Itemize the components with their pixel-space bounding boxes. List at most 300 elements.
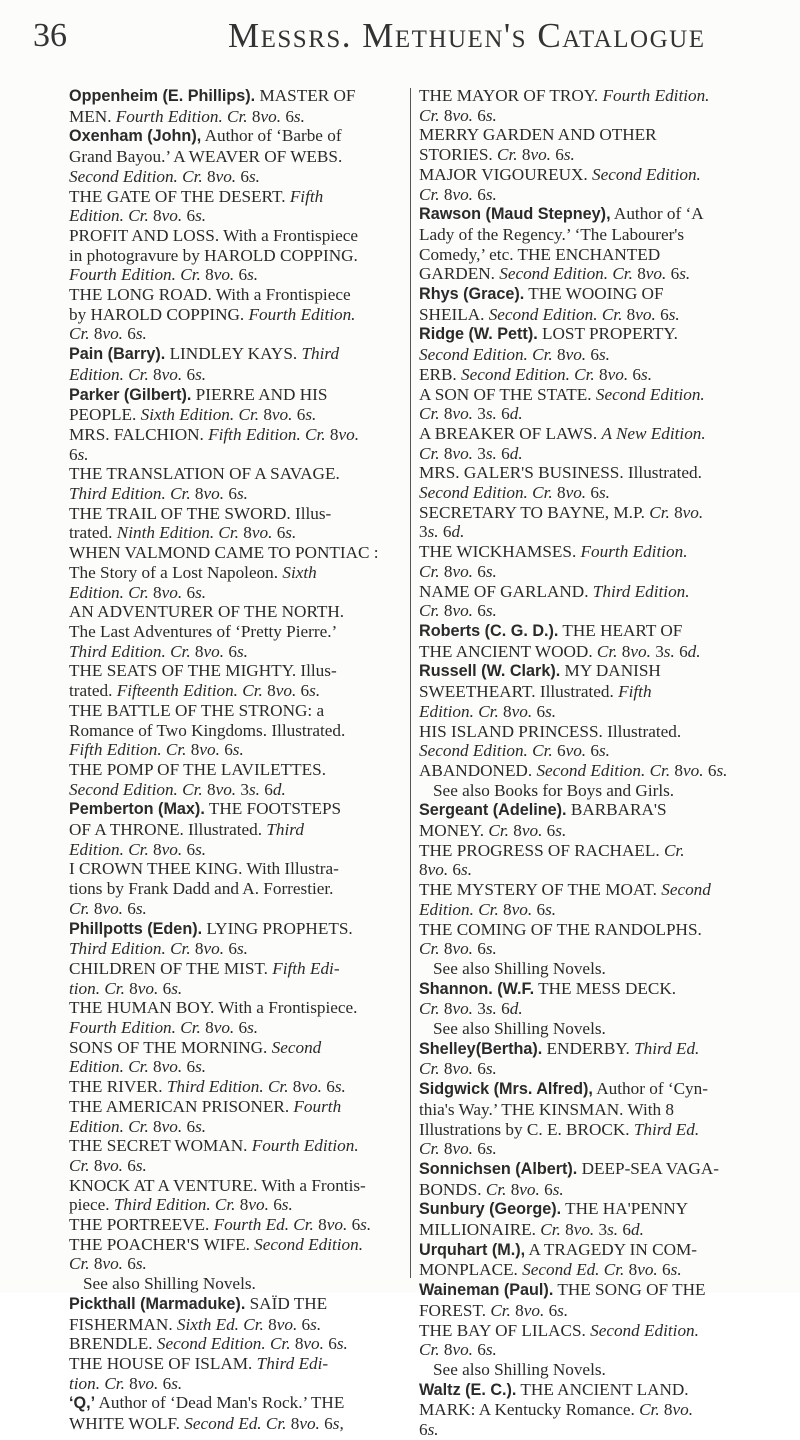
edition-text: d.	[509, 443, 523, 463]
author-name: Pain (Barry).	[69, 345, 166, 364]
edition-text: Second Edition. Cr.	[156, 1334, 291, 1354]
author-name: Parker (Gilbert).	[69, 385, 192, 404]
see-also-text: See also Shilling Novels.	[433, 1360, 606, 1379]
entry-line	[69, 167, 399, 187]
title-text: 8	[439, 105, 453, 125]
edition-text: s.	[281, 1195, 293, 1215]
title-text: 8	[506, 1179, 520, 1199]
edition-text: s.	[247, 265, 259, 285]
entry-line	[419, 900, 763, 920]
edition-text: s.	[135, 324, 147, 344]
title-text: 8	[200, 265, 214, 285]
edition-text: Third Edi-	[256, 1354, 329, 1373]
title-text: 8	[510, 1300, 524, 1320]
entry-line	[419, 999, 763, 1019]
catalogue-entry	[69, 285, 399, 344]
edition-text: vo.	[215, 779, 237, 799]
catalogue-entry	[69, 959, 399, 998]
title-text: 6	[448, 860, 462, 880]
title-text: 6	[532, 899, 546, 919]
edition-text: s.	[135, 898, 147, 918]
edition-text: Third Ed.	[633, 1119, 700, 1139]
title-text: 6	[69, 444, 78, 464]
entry-line	[419, 1260, 763, 1280]
catalogue-entry	[69, 1136, 399, 1175]
catalogue-entry	[419, 125, 763, 164]
edition-text: s.	[485, 999, 497, 1019]
edition-text: s.	[135, 1254, 147, 1274]
edition-text: Fourth Edition. Cr.	[115, 106, 248, 126]
catalogue-entry	[69, 1235, 399, 1294]
title-text: THE TRANSLATION OF A SAVAGE.	[69, 464, 340, 484]
edition-text: vo.	[607, 364, 629, 384]
edition-text: s.	[427, 522, 439, 542]
entry-line	[69, 820, 399, 840]
title-text: THE AMERICAN PRISONER.	[69, 1096, 294, 1116]
entry-line	[419, 245, 763, 265]
edition-text: vo.	[519, 1179, 540, 1199]
title-text: 6	[472, 561, 486, 581]
title-text: MRS. FALCHION.	[69, 424, 209, 444]
title-text: 6	[674, 641, 688, 661]
catalogue-entry	[69, 760, 399, 799]
title-text: THE POACHER'S WIFE.	[69, 1234, 255, 1254]
entry-line	[69, 365, 399, 385]
title-text: 6	[586, 345, 599, 365]
title-text: 8	[288, 1077, 302, 1097]
edition-text: s.	[195, 582, 207, 602]
edition-text: Second Edition. Cr.	[419, 345, 553, 365]
edition-text: vo.	[511, 701, 533, 721]
entry-line	[69, 226, 399, 246]
entry-line	[419, 1199, 763, 1220]
title-text: 6	[158, 1373, 172, 1393]
edition-text: s.	[563, 145, 575, 165]
title-text: 6	[323, 1334, 337, 1354]
edition-text: Cr.	[419, 999, 440, 1019]
entry-line	[419, 1180, 763, 1200]
title-text: 6	[472, 1139, 486, 1159]
title-text: 8	[669, 502, 683, 522]
entry-line	[69, 425, 399, 445]
edition-text: Cr.	[69, 898, 90, 918]
entry-line	[419, 106, 763, 126]
edition-text: s.	[485, 561, 497, 581]
title-text: in photogravure by HAROLD COPPING.	[69, 245, 358, 265]
edition-text: s.	[309, 681, 321, 701]
title-text: 6	[224, 939, 237, 959]
edition-text: Fourth Ed. Cr.	[213, 1215, 314, 1235]
catalogue-entry	[419, 661, 763, 721]
author-name: Pickthall (Marmaduke).	[69, 1294, 246, 1313]
author-name: Sergeant (Adeline).	[419, 801, 567, 820]
title-text: 8	[124, 978, 138, 998]
title-text: 3	[419, 522, 428, 542]
edition-text: Fifth Edi-	[272, 958, 340, 978]
title-text: 8	[186, 740, 200, 760]
edition-text: vo.	[452, 999, 473, 1019]
title-text: 8	[124, 1373, 138, 1393]
edition-text: vo.	[271, 405, 293, 425]
right-column	[419, 86, 763, 1440]
entry-line	[419, 444, 763, 464]
catalogue-entry	[419, 1280, 763, 1320]
edition-text: d.	[687, 641, 701, 661]
entry-line	[419, 385, 763, 405]
title-text: 6	[182, 839, 196, 859]
title-text: A SON OF THE STATE.	[419, 384, 596, 404]
entry-line	[69, 859, 399, 879]
catalogue-entry	[419, 324, 763, 364]
title-text: MONPLACE.	[419, 1260, 523, 1280]
edition-text: Third Edition. Cr.	[69, 484, 191, 504]
entry-line	[419, 761, 763, 781]
entry-line	[419, 1220, 763, 1240]
see-also-text: See also Shilling Novels.	[433, 958, 606, 978]
edition-text: d.	[509, 999, 523, 1019]
edition-text: Cr.	[69, 1254, 90, 1274]
title-text: I CROWN THEE KING. With Illustra-	[69, 859, 339, 879]
edition-text: vo.	[573, 1220, 595, 1240]
entry-line	[419, 305, 763, 325]
title-text: 6	[182, 582, 196, 602]
title-text: 6	[438, 522, 452, 542]
entry-line	[69, 1176, 399, 1196]
title-text: BARBARA'S	[566, 800, 667, 820]
entry-line	[419, 1280, 763, 1301]
title-text: 6	[182, 364, 196, 384]
entry-line	[419, 1139, 763, 1159]
entry-line	[419, 1400, 763, 1420]
edition-text: s.	[77, 444, 89, 464]
title-text: FISHERMAN.	[69, 1314, 177, 1334]
title-text: 3	[236, 779, 249, 799]
title-text: 6	[182, 1057, 196, 1077]
edition-text: Edition. Cr.	[69, 582, 149, 602]
title-text: Author of ‘Cyn-	[592, 1079, 708, 1099]
title-text: THE HUMAN BOY. With a Frontispiece.	[69, 998, 358, 1018]
title-text: 8	[290, 1334, 304, 1354]
edition-text: vo.	[452, 1340, 473, 1360]
title-text: DEEP-SEA VAGA-	[577, 1158, 719, 1178]
edition-text: s.	[485, 105, 497, 125]
entry-line	[419, 939, 763, 959]
entry-line	[69, 1254, 399, 1274]
title-text: 8	[325, 424, 339, 444]
title-text: 3	[472, 404, 486, 424]
catalogue-entry	[419, 582, 763, 621]
title-text: 8	[439, 443, 453, 463]
see-also-text: See also Books for Boys and Girls.	[433, 780, 675, 800]
entry-line	[69, 285, 399, 305]
entry-line	[419, 365, 763, 385]
entry-line	[419, 1100, 763, 1120]
edition-text: Edition. Cr.	[69, 206, 149, 226]
catalogue-entry	[69, 504, 399, 543]
edition-text: s.	[485, 939, 497, 959]
title-text: A BREAKER OF LAWS.	[419, 423, 602, 443]
title-text: 8	[439, 184, 453, 204]
entry-line	[69, 701, 399, 721]
title-text: LYING PROPHETS.	[202, 918, 353, 938]
title-text: CHILDREN OF THE MIST.	[69, 958, 273, 978]
edition-text: Third Edition. Cr.	[69, 939, 191, 959]
entry-line	[69, 187, 399, 207]
edition-text: s.	[716, 760, 728, 780]
edition-text: Sixth	[282, 562, 317, 582]
edition-text: s.	[171, 1373, 183, 1393]
entry-line	[419, 979, 763, 1000]
entry-line	[419, 741, 763, 761]
catalogue-entry	[69, 126, 399, 186]
title-text: THE HOUSE OF ISLAM.	[69, 1354, 257, 1373]
edition-text: Cr.	[69, 324, 90, 344]
entry-line	[419, 125, 763, 145]
edition-text: Cr.	[497, 145, 518, 165]
title-text: 6	[539, 1179, 553, 1199]
title-text: LINDLEY KAYS.	[165, 344, 302, 364]
edition-text: s.	[663, 641, 675, 661]
edition-text: vo.	[630, 641, 651, 661]
cross-reference	[69, 1274, 399, 1294]
catalogue-entry	[69, 1294, 399, 1334]
author-name: Urquhart (M.),	[419, 1240, 526, 1259]
edition-text: Cr.	[419, 443, 440, 463]
entry-line	[419, 483, 763, 503]
catalogue-entry	[419, 880, 763, 919]
entry-line	[69, 840, 399, 860]
edition-text: vo.	[199, 740, 220, 760]
edition-text: s.	[641, 364, 653, 384]
catalogue-entry	[69, 543, 399, 602]
catalogue-entry	[69, 661, 399, 700]
entry-line	[69, 1156, 399, 1176]
edition-text: vo.	[523, 1300, 545, 1320]
edition-text: Second Edition. Cr.	[419, 741, 553, 761]
title-text: 8	[632, 264, 646, 284]
title-text: 3	[650, 641, 664, 661]
entry-line	[419, 800, 763, 821]
title-text: by HAROLD COPPING.	[69, 304, 249, 324]
catalogue-entry	[419, 1199, 763, 1239]
entry-line	[419, 264, 763, 284]
edition-text: Fourth Edition. Cr.	[69, 1018, 201, 1038]
edition-text: tion. Cr.	[69, 1373, 125, 1393]
title-text: 8	[552, 483, 566, 503]
entry-line	[419, 1079, 763, 1100]
title-text: 3	[472, 443, 486, 463]
edition-text: Second Edition. Cr.	[488, 304, 623, 324]
entry-line	[419, 204, 763, 225]
title-text: 8	[419, 860, 428, 880]
edition-text: Fifth	[289, 186, 324, 206]
title-text: 8	[190, 484, 204, 504]
catalogue-entry	[69, 919, 399, 959]
title-text: MASTER OF	[255, 86, 356, 105]
title-text: ABANDONED.	[419, 760, 537, 780]
edition-text: vo.	[303, 1334, 324, 1354]
title-text: 6	[542, 821, 556, 841]
edition-text: vo.	[161, 1116, 183, 1136]
title-text: THE PORTREEVE.	[69, 1215, 214, 1235]
edition-text: vo.	[260, 106, 282, 126]
edition-text: vo.	[203, 484, 225, 504]
author-name: Roberts (C. G. D.).	[419, 621, 559, 640]
title-text: 6	[703, 760, 717, 780]
edition-text: Second Edition.	[592, 164, 701, 184]
edition-text: s.	[670, 1260, 682, 1280]
title-text: 6	[586, 741, 599, 761]
title-text: OF A THRONE. Illustrated.	[69, 820, 267, 840]
title-text: MONEY.	[419, 821, 489, 841]
catalogue-entry	[419, 463, 763, 502]
entry-line	[69, 1235, 399, 1255]
title-text: 6	[586, 483, 599, 503]
title-text: 3	[594, 1220, 608, 1240]
left-column	[69, 86, 399, 1434]
edition-text: vo.	[161, 839, 183, 859]
author-name: Sonnichsen (Albert).	[419, 1159, 578, 1178]
see-also-text: See also Shilling Novels.	[433, 1019, 606, 1039]
catalogue-entry	[419, 165, 763, 204]
title-text: LOST PROPERTY.	[537, 324, 678, 344]
cross-reference	[419, 959, 763, 979]
edition-text: vo.	[452, 1139, 473, 1159]
title-text: 6	[618, 1220, 631, 1240]
title-text: 8	[148, 364, 162, 384]
title-text: 6	[655, 304, 669, 324]
entry-line	[419, 661, 763, 682]
title-text: PROFIT AND LOSS. With a Frontispiece	[69, 225, 358, 245]
edition-text: Second	[661, 880, 711, 900]
edition-text: Cr.	[419, 184, 440, 204]
edition-text: A New Edition.	[601, 423, 706, 443]
entry-line	[69, 1077, 399, 1097]
catalogue-entry	[69, 859, 399, 918]
title-text: 3	[472, 999, 486, 1019]
title-text: 8	[552, 345, 566, 365]
title-text: 8	[148, 206, 162, 226]
edition-text: s.	[135, 1155, 147, 1175]
catalogue-entry	[69, 1176, 399, 1215]
entry-line	[419, 582, 763, 602]
title-text: WHEN VALMOND CAME TO PONTIAC :	[69, 543, 379, 563]
author-name: Russell (W. Clark).	[419, 662, 561, 681]
edition-text: vo.	[161, 1057, 183, 1077]
entry-line	[69, 1097, 399, 1117]
entry-line	[69, 1374, 399, 1394]
entry-line	[419, 284, 763, 305]
title-text: 8	[439, 1139, 453, 1159]
edition-text: vo.	[452, 939, 473, 959]
title-text: 8	[259, 405, 272, 425]
edition-text: vo.	[452, 105, 473, 125]
entry-line	[69, 1018, 399, 1038]
entry-line	[69, 265, 399, 285]
title-text: THE RIVER.	[69, 1077, 167, 1097]
title-text: 8	[624, 1260, 638, 1280]
edition-text: s.	[195, 364, 207, 384]
edition-text: vo.	[452, 1059, 473, 1079]
edition-text: vo.	[452, 561, 473, 581]
edition-text: s.	[195, 1057, 207, 1077]
edition-text: vo.	[161, 206, 183, 226]
title-text: THE MAYOR OF TROY.	[419, 86, 603, 105]
entry-line	[419, 682, 763, 702]
entry-line	[69, 1117, 399, 1137]
title-text: THE WICKHAMSES.	[419, 542, 581, 562]
edition-text: Third Edition. Cr.	[166, 1077, 289, 1097]
title-text: Illustrations by C. E. BROCK.	[419, 1119, 634, 1139]
edition-text: Fourth Edition.	[580, 542, 688, 562]
title-text: THE GATE OF THE DESERT.	[69, 186, 290, 206]
edition-text: Cr.	[419, 105, 440, 125]
entry-line	[69, 642, 399, 662]
edition-text: s.	[336, 1334, 348, 1354]
title-text: trated.	[69, 523, 117, 543]
title-text: THE MESS DECK.	[534, 978, 677, 998]
title-text: THE MYSTERY OF THE MOAT.	[419, 880, 662, 900]
title-text: 8	[89, 1155, 103, 1175]
title-text: 6	[496, 999, 510, 1019]
title-text: 8	[202, 166, 216, 186]
title-text: 8	[190, 939, 204, 959]
title-text: BONDS.	[419, 1179, 486, 1199]
catalogue-entry	[419, 424, 763, 463]
edition-text: s.	[310, 1314, 322, 1334]
title-text: The Story of a Lost Napoleon.	[69, 562, 283, 582]
edition-text: Cr.	[596, 641, 618, 661]
title-text: 6	[224, 484, 237, 504]
entry-line	[419, 424, 763, 444]
entry-line	[419, 1039, 763, 1060]
edition-text: vo.	[427, 860, 449, 880]
edition-text: Fourth Edition.	[248, 304, 356, 324]
title-text: THE ANCIENT WOOD.	[419, 641, 597, 661]
entry-line	[419, 404, 763, 424]
title-text: NAME OF GARLAND.	[419, 581, 593, 601]
edition-text: Second Edition. Cr.	[69, 779, 203, 799]
entry-line	[419, 1301, 763, 1321]
edition-text: s.	[552, 1179, 564, 1199]
entry-line	[69, 206, 399, 226]
edition-text: Third Edition.	[592, 581, 690, 601]
title-text: 6	[158, 978, 172, 998]
catalogue-entry	[419, 1159, 763, 1199]
title-text: 6	[219, 740, 233, 760]
title-text: 6	[281, 106, 294, 126]
catalogue-entry	[419, 365, 763, 385]
title-text: MEN.	[69, 106, 116, 126]
title-text: MY DANISH	[560, 661, 661, 681]
title-text: piece.	[69, 1195, 114, 1215]
edition-text: s.	[427, 1420, 439, 1440]
entry-line	[69, 1334, 399, 1354]
author-name: Waltz (E. C.).	[419, 1380, 517, 1399]
title-text: Author of ‘Barbe of	[201, 126, 342, 146]
running-head: Messrs. Methuen's Catalogue	[228, 16, 706, 55]
title-text: PIERRE AND HIS	[191, 384, 328, 404]
title-text: 6	[321, 1077, 335, 1097]
title-text: 6	[472, 1059, 486, 1079]
edition-text: vo.	[452, 404, 473, 424]
title-text: BRENDLE.	[69, 1334, 157, 1354]
edition-text: s.	[485, 1340, 497, 1360]
entry-line	[419, 345, 763, 365]
edition-text: vo.	[338, 424, 360, 444]
title-text: 8	[439, 1340, 453, 1360]
author-name: Shelley(Bertha).	[419, 1039, 543, 1058]
